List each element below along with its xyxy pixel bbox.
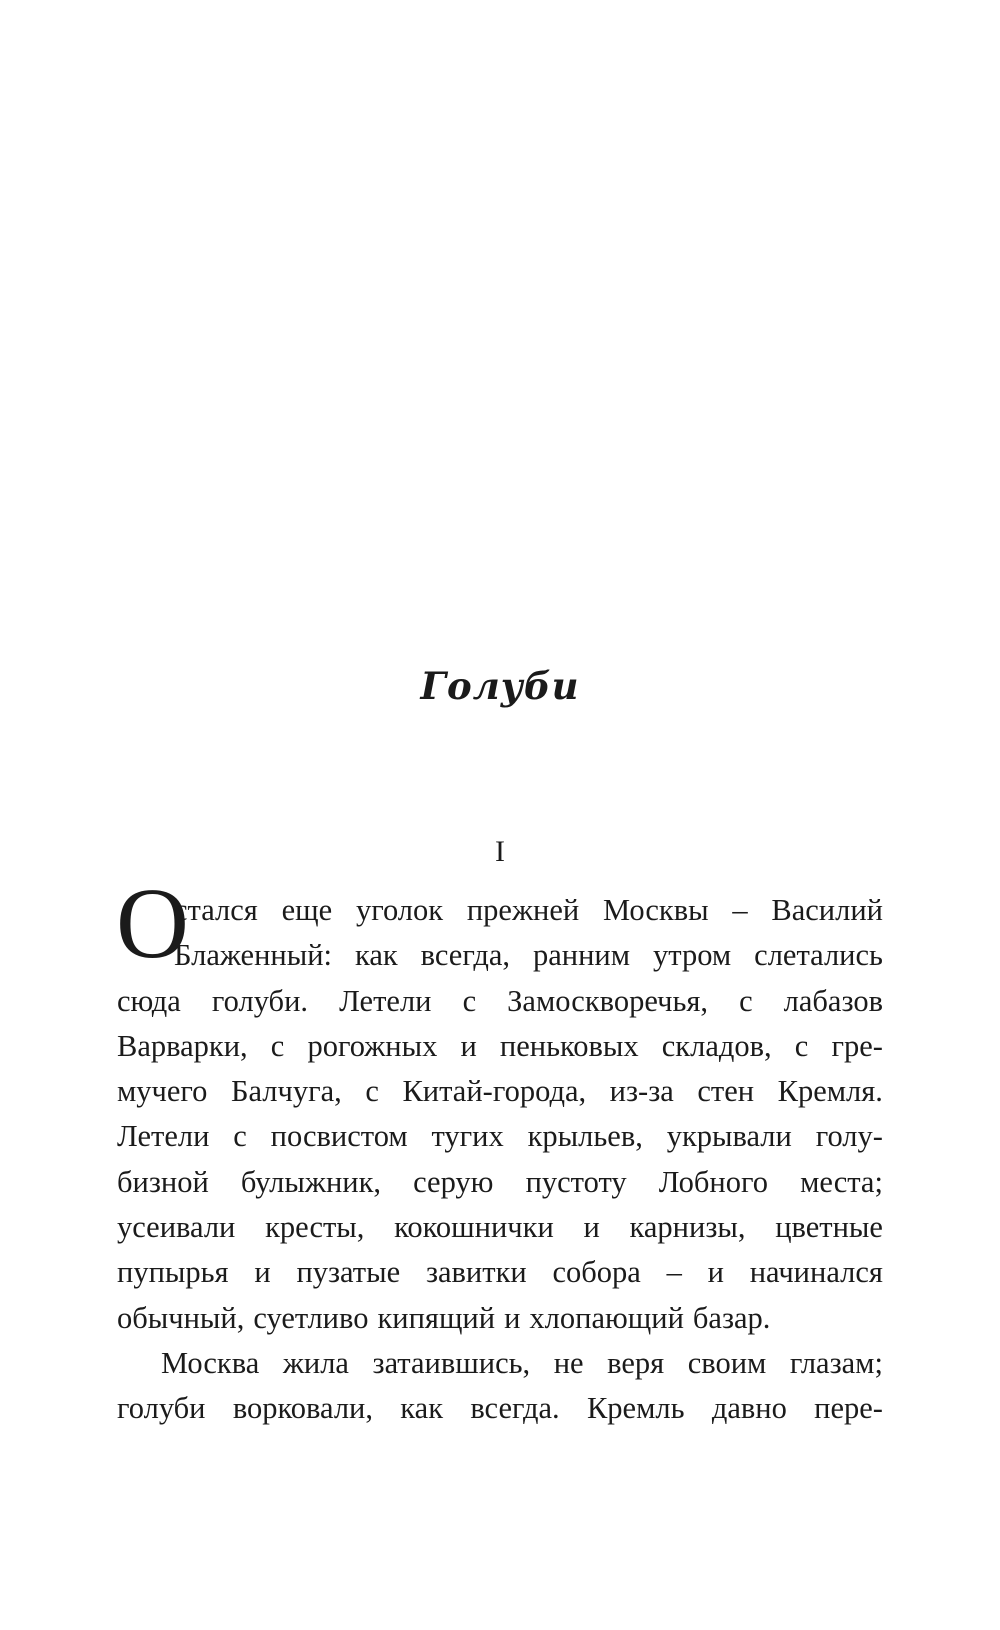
word: давно <box>711 1391 787 1426</box>
word: Балчуга, <box>230 1074 342 1109</box>
word: – <box>666 1255 682 1290</box>
word: прежней <box>466 893 580 927</box>
word: бизной <box>117 1164 209 1199</box>
word: пузатые <box>296 1255 401 1290</box>
word: Кремль <box>586 1391 685 1426</box>
word: еще <box>281 893 333 927</box>
word: Летели <box>117 1119 210 1154</box>
word: Летели <box>339 983 432 1018</box>
word: места; <box>800 1164 883 1199</box>
text-line <box>117 1386 883 1431</box>
text-line <box>117 1341 883 1386</box>
text-line <box>117 888 883 933</box>
word: усеивали <box>117 1210 236 1245</box>
word: хлопающий <box>529 1300 684 1335</box>
text-line <box>117 1296 883 1341</box>
word: Москва <box>161 1345 260 1380</box>
word: обычный, <box>117 1300 245 1335</box>
word: собора <box>552 1255 641 1290</box>
word: голу- <box>815 1119 883 1154</box>
word: укрывали <box>666 1119 792 1154</box>
word: начинался <box>749 1255 883 1290</box>
word: жила <box>282 1345 349 1380</box>
word: посвистом <box>270 1119 408 1154</box>
word: утром <box>653 938 732 973</box>
word: базар. <box>692 1300 771 1335</box>
word: уголок <box>355 893 444 927</box>
word: голуби <box>117 1391 206 1426</box>
text-line <box>117 1114 883 1159</box>
word: ворковали, <box>232 1391 373 1426</box>
word: суетливо <box>253 1300 369 1335</box>
body-text <box>117 888 883 1432</box>
word: пеньковых <box>499 1028 639 1063</box>
word: Кремля. <box>777 1074 883 1109</box>
word: ранним <box>532 938 631 973</box>
word: кипящий <box>377 1300 496 1335</box>
word: с <box>739 983 753 1018</box>
word: пере- <box>814 1391 883 1426</box>
word: Лобного <box>658 1164 768 1199</box>
word: крыльев, <box>527 1119 643 1154</box>
word: гре- <box>831 1028 883 1063</box>
text-line <box>117 1205 883 1250</box>
word: своим <box>687 1345 767 1380</box>
word: мучего <box>117 1074 208 1109</box>
word: стен <box>697 1074 755 1109</box>
word: карнизы, <box>629 1210 746 1245</box>
word: с <box>270 1028 285 1063</box>
word: и <box>254 1255 271 1290</box>
word: цветные <box>775 1210 883 1245</box>
word: и <box>504 1300 521 1335</box>
word: стался <box>174 893 258 927</box>
word: серую <box>413 1164 494 1199</box>
word: Варварки, <box>117 1028 248 1063</box>
word: с <box>365 1074 379 1109</box>
word: затаившись, <box>372 1345 531 1380</box>
text-line <box>117 1250 883 1295</box>
word: – <box>732 893 748 927</box>
paragraph-1 <box>117 888 883 1341</box>
word: и <box>460 1028 477 1063</box>
word: как <box>400 1391 444 1426</box>
word: из-за <box>609 1074 674 1109</box>
word: как <box>354 938 398 973</box>
word: веря <box>607 1345 665 1380</box>
word: всегда, <box>420 938 511 973</box>
paragraph-2 <box>117 1341 883 1432</box>
word: Василий <box>771 893 883 927</box>
chapter-title: Голуби <box>420 664 580 708</box>
word: кокошнички <box>394 1210 554 1245</box>
word: всегда. <box>470 1391 560 1426</box>
word: с <box>794 1028 809 1063</box>
word: с <box>233 1119 247 1154</box>
section-number: I <box>495 835 505 868</box>
word: слетались <box>754 938 883 973</box>
word: сюда <box>117 983 181 1018</box>
word: пупырья <box>117 1255 229 1290</box>
word: Китай-города, <box>402 1074 587 1109</box>
word: завитки <box>425 1255 527 1290</box>
word: Замоскворечья, <box>507 983 709 1018</box>
word: не <box>553 1345 584 1380</box>
word: Москвы <box>602 893 709 927</box>
text-line <box>117 979 883 1024</box>
word: тугих <box>431 1119 504 1154</box>
word: с <box>462 983 477 1018</box>
word: голуби. <box>211 983 309 1018</box>
word: лабазов <box>783 983 883 1018</box>
word: Блаженный: <box>174 938 333 973</box>
word: кресты, <box>265 1210 365 1245</box>
text-line <box>117 1069 883 1114</box>
word: глазам; <box>789 1345 883 1380</box>
text-line <box>117 1024 883 1069</box>
word: складов, <box>661 1028 772 1063</box>
text-line <box>117 1160 883 1205</box>
drop-cap: О <box>116 867 189 979</box>
word: и <box>707 1255 724 1290</box>
word: рогожных <box>307 1028 438 1063</box>
word: булыжник, <box>240 1164 382 1199</box>
word: и <box>583 1210 600 1245</box>
word: пустоту <box>525 1164 627 1199</box>
text-line <box>117 933 883 978</box>
